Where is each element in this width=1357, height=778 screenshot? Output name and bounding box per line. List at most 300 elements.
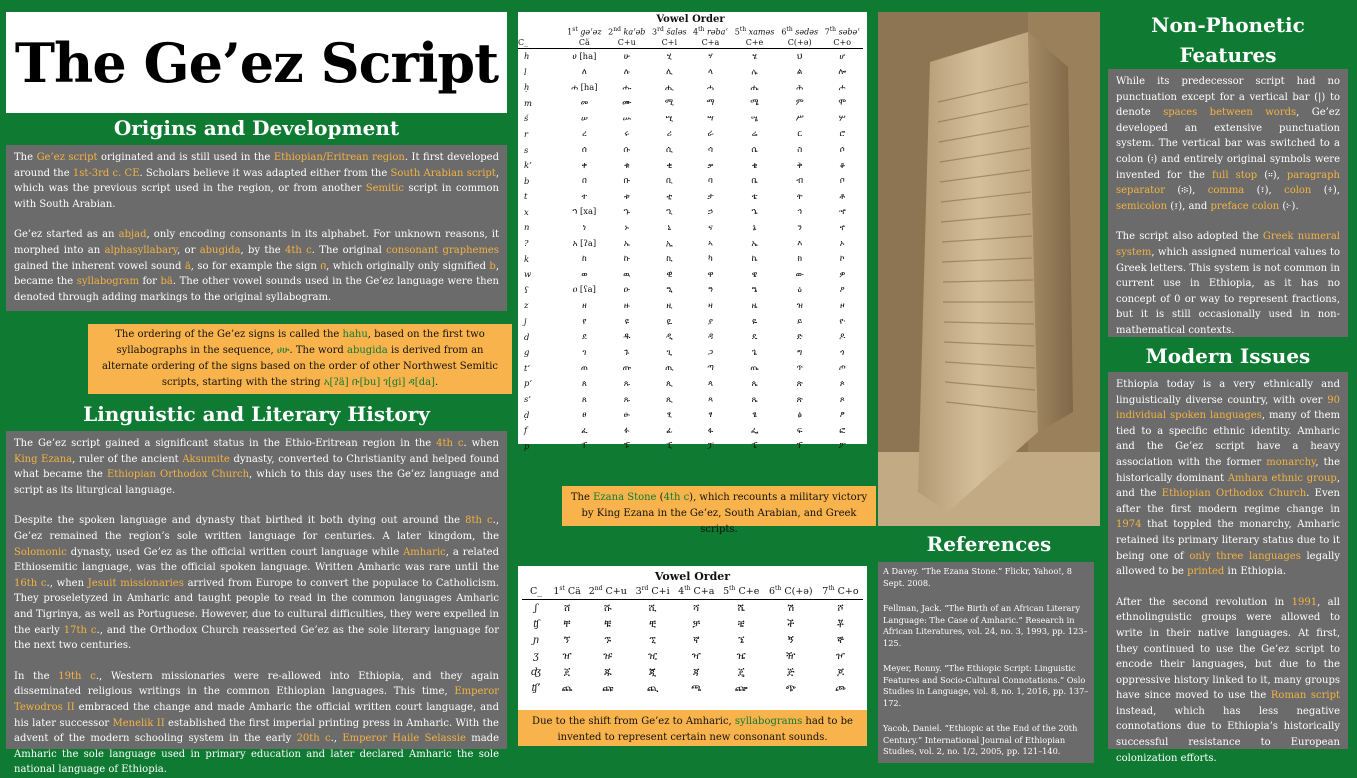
table-row (518, 126, 863, 142)
syllable-cell: ዪ (666, 315, 673, 326)
syllable-cell: ጥ (796, 362, 803, 373)
header-cell: 1st Cä (550, 583, 584, 600)
table-row (518, 235, 863, 251)
syllable-cell: ቱ (623, 190, 630, 201)
header-cell: 5th xaməs (734, 26, 775, 37)
text-run: dynasty, used Ge’ez as the official written court language while (66, 546, 404, 558)
syllable-cell: ዖ (839, 284, 845, 295)
syllable-cell: ጦ (838, 362, 846, 373)
consonant-cell: ʃ (534, 602, 538, 614)
syllable-cell: ት (796, 190, 803, 201)
text-run: Due to the shift from Ge’ez to Amharic, (532, 716, 735, 727)
header-cell: 4th C+a (674, 583, 719, 600)
syllable-cell: ቹ (604, 618, 612, 630)
reference-item: Meyer, Ronny. “The Ethiopic Script: Linguistic Features and Socio-Cultural Connotations.” Oslo Studies in Language, vol. 8, no. 1, 2016, pp. 137–172. (883, 663, 1089, 708)
highlight-term: 8th c (465, 515, 493, 527)
syllable-cell: ዦ (835, 650, 845, 662)
syllable-cell: ዢ (648, 650, 658, 662)
highlight-term: Emperor Haile Selassie (342, 733, 466, 745)
highlight-term: bä (160, 276, 173, 288)
text-run: script in common with South Arabian. (14, 183, 499, 210)
highlight-term: 1991 (1291, 596, 1318, 608)
syllable-cell: ኄ (751, 206, 758, 217)
syllable-cell: ኬ (751, 253, 758, 264)
header-cell: C+i (649, 38, 690, 49)
syllable-cell: ሉ (623, 66, 630, 77)
header-cell: C+e (731, 38, 778, 49)
consonant-cell: ʕ (524, 284, 529, 295)
text-run: embraced the change and made Amharic the official written court language, and his later successor (14, 701, 499, 729)
text-run: The script also adopted the (1116, 231, 1263, 243)
syllable-cell: ኘ (563, 634, 571, 646)
table-row (518, 438, 863, 454)
syllable-cell: ጅ (787, 666, 795, 678)
syllable-cell: ም (795, 97, 804, 108)
text-run: in Ethiopia. (1224, 566, 1287, 578)
text-run: The Ge’ez script gained a significant status in the Ethio-Eritrean region in the (14, 438, 437, 449)
text-run: made Amharic the sole language used in primary education and later declared Amharic the sole national language of Ethiopia. (14, 733, 499, 776)
syllable-cell: ሶ (839, 144, 845, 155)
syllable-cell: ጺ (666, 393, 673, 404)
syllable-cell: ር (797, 128, 803, 139)
highlight-term: consonant graphemes (386, 244, 499, 256)
ordinal-suffix: th (786, 26, 793, 33)
syllable-cell: ፋ (707, 424, 714, 435)
highlight-term: alphasyllabary (104, 244, 178, 256)
syllable-cell: ሞ (838, 97, 847, 108)
text-run: ), which recounts a military victory by King Ezana in the Ge’ez, South Arabian, and Greek scripts. (581, 492, 868, 535)
syllable-cell: ቡ (623, 175, 631, 186)
title-box (6, 12, 507, 113)
header-name: xaməs (748, 27, 775, 37)
text-run: , became the (14, 260, 499, 288)
syllable-cell: ፍ (796, 424, 803, 435)
syllable-cell: ሊ (666, 66, 673, 77)
syllable-cell: ሪ (666, 128, 672, 139)
syllable-cell: ዥ (786, 650, 796, 662)
syllable-cell: ጹ (623, 393, 630, 404)
text-run: . when (463, 438, 499, 449)
syllable-cell: ሖ (838, 81, 846, 92)
syllable-cell: ዋ (707, 268, 714, 279)
text-run: ., Ge’ez remained the region’s sole written language for centuries. A later kingdom, the (14, 515, 500, 542)
highlight-term: 20th c (296, 733, 331, 745)
header-name: sədəs (795, 27, 819, 37)
syllable-cell: ጲ (666, 377, 673, 388)
text-run: (።), (1257, 169, 1287, 181)
syllable-cell: ኂ (666, 206, 673, 217)
ordinal-suffix: th (829, 26, 837, 33)
header-cell: 5th C+e (719, 583, 764, 600)
vowel-table-panel (518, 12, 867, 451)
header-cell: 4th rəbaʿ (693, 26, 728, 37)
syllable-cell: ጨ (561, 682, 573, 694)
consonant-cell: s (524, 144, 529, 155)
syllable-cell: ጪ (646, 682, 659, 694)
text-run: . Scholars believe it was adapted either from the (139, 167, 391, 179)
text-run: , which was the previous script used in the region, or from another (14, 167, 500, 195)
syllable-cell: ኜ (737, 634, 745, 646)
header-name: səbəʿ (838, 27, 860, 37)
highlight-term: abugida (199, 244, 241, 256)
syllable-cell: ጃ (692, 666, 700, 678)
table-row (522, 648, 863, 664)
references-heading-wrap (878, 532, 1100, 556)
nonphonetic-panel (1108, 69, 1348, 337)
syllable-cell: ቂ (666, 159, 673, 170)
highlight-term: spaces between words (1163, 107, 1297, 119)
consonant-cell: k (524, 253, 530, 264)
highlight-term: በ (320, 260, 327, 272)
highlight-term: monarchy (1266, 456, 1316, 468)
hahu-note (88, 324, 512, 394)
syllable-cell: ሓ (707, 81, 714, 92)
syllable-cell: ዙ (623, 299, 630, 310)
syllable-cell: ሰ (581, 144, 587, 155)
syllable-cell: ሲ (665, 144, 673, 155)
syllable-cell: ጩ (602, 682, 614, 694)
highlight-term: syllabograms (734, 716, 803, 727)
syllable-cell: ሹ (603, 602, 612, 614)
text-run: is derived from an alternate ordering of the signs based on the order of other Northwest Semitic scripts, starting with the string (101, 345, 499, 388)
highlight-term: Amhara ethnic group (1227, 472, 1337, 484)
syllable-cell: ሁ (623, 50, 630, 61)
syllable-cell: ሜ (750, 97, 759, 108)
text-run: , and the (1116, 472, 1340, 500)
syllable-cell: ረ (582, 128, 587, 139)
syllable-cell: ፈ (581, 424, 588, 435)
consonant-cell: m (524, 97, 532, 108)
syllable-cell: ዤ (736, 650, 746, 662)
text-run: (፥), (1311, 185, 1340, 197)
syllable-cell: ዱ (623, 331, 631, 342)
ordinal-suffix: th (729, 584, 736, 592)
ordinal-suffix: th (698, 26, 705, 33)
stone-caption (562, 486, 876, 535)
syllable-cell: ጀ (563, 666, 571, 678)
consonant-cell: ś (524, 113, 529, 124)
syllable-cell: ሴ (751, 144, 758, 155)
references-heading: References (926, 532, 1052, 556)
consonant-cell: ? (524, 238, 529, 249)
syllable-cell: ፔ (751, 440, 758, 451)
highlight-term: Ge’ez script (36, 152, 98, 163)
header-cell: 3rd C+i (631, 583, 673, 600)
syllable-cell: ኖ (839, 221, 845, 232)
syllable-cell: አ [ʔa] (572, 237, 597, 248)
nonphonetic-heading-line-1: Non-Phonetic (1151, 13, 1305, 37)
table-row (518, 313, 863, 329)
table-row (518, 282, 863, 298)
syllable-cell: ሆ (839, 50, 846, 61)
syllable-cell: ያ (707, 315, 713, 326)
syllable-cell: ጬ (734, 682, 748, 694)
syllable-cell: ሡ (622, 112, 632, 123)
origins-heading-wrap (6, 116, 507, 140)
syllable-cell: ጆ (836, 666, 845, 678)
syllable-cell: ኑ (624, 221, 629, 232)
syllable-cell: ቸ (563, 618, 571, 630)
text-run: for (138, 276, 161, 288)
highlight-term: Greek numeral system (1116, 231, 1340, 258)
syllable-cell: ና (708, 221, 713, 232)
highlight-term: ሀሁ (276, 345, 290, 356)
origins-paragraph-2 (14, 227, 499, 305)
highlight-term: semicolon (1116, 200, 1168, 212)
table-row (522, 616, 863, 632)
consonant-cell: r (524, 128, 529, 139)
syllable-cell: ዛ (708, 299, 713, 310)
text-run: established the first imperial printing press in Amharic. With the advent of the modern schooling system in the early (14, 717, 499, 745)
linguistic-paragraph-2 (14, 513, 499, 653)
syllable-cell: ዲ (666, 331, 673, 342)
syllable-cell: ቃ (707, 159, 714, 170)
table-row (522, 680, 863, 696)
highlight-term: Ethiopian/Eritrean region (273, 152, 405, 163)
vowel-table-title: Vowel Order (656, 14, 725, 25)
table-row (518, 391, 863, 407)
syllable-cell: ሂ (666, 50, 672, 61)
syllable-cell: ፅ (797, 409, 802, 420)
text-run: ., Western missionaries were re-allowed into Ethiopia, and they again disseminated religious writings in the common Ethiopian languages. This time, (14, 670, 500, 698)
highlight-term: abugida (347, 345, 388, 356)
header-cell: C(+ə) (778, 38, 821, 49)
table-header-row (522, 583, 863, 600)
table-row (518, 251, 863, 267)
syllable-cell: ጳ (707, 377, 713, 388)
syllable-cell: ድ (796, 331, 803, 342)
syllable-cell: ሠ (580, 112, 588, 123)
syllable-cell: ጵ (796, 377, 803, 388)
table-row (518, 376, 863, 392)
syllable-cell: ሑ (622, 81, 632, 92)
syllable-cell: ዎ (839, 268, 846, 279)
syllable-cell: ተ (581, 190, 588, 201)
modern-paragraph-1 (1116, 377, 1340, 580)
syllable-cell: ሒ (665, 81, 674, 92)
consonant-cell: j (524, 316, 527, 327)
nonphonetic-paragraph-2 (1116, 229, 1340, 338)
syllable-cell: ጼ (751, 393, 758, 404)
syllable-cell: ዒ (666, 284, 673, 295)
syllable-cell: ጸ (581, 393, 587, 404)
syllable-cell: ዩ (624, 315, 629, 326)
header-cell: 6th C(+ə) (764, 583, 818, 600)
syllable-cell: ቁ (623, 159, 630, 170)
syllable-cell: ዴ (751, 331, 758, 342)
table-row (518, 142, 863, 158)
syllable-cell: ዓ (707, 284, 713, 295)
ordinal-suffix: nd (594, 584, 603, 592)
consonant-cell: ʧ’ (531, 682, 541, 694)
syllable-cell: ዜ (751, 299, 758, 310)
syllable-cell: ጤ (750, 362, 759, 373)
syllable-cell: ጱ (623, 377, 630, 388)
page-title: The Ge’ez Script (14, 30, 499, 95)
syllable-cell: ሐ [ha] (571, 81, 598, 92)
highlight-term: 1st-3rd c. CE (72, 167, 140, 179)
syllable-cell: ዕ (797, 284, 802, 295)
text-run: The (570, 492, 594, 503)
table-row (522, 600, 863, 617)
text-run: gained the inherent vowel sound (14, 260, 185, 272)
syllable-cell: ፃ (708, 409, 713, 420)
consonant-cell: x (524, 206, 529, 217)
syllable-cell: ፁ (623, 409, 630, 420)
vowel-table-2 (522, 583, 863, 696)
syllable-cell: ሃ (708, 50, 713, 61)
table-header-row (518, 25, 863, 38)
table-row (518, 266, 863, 282)
syllable-cell: ዊ (666, 268, 673, 279)
ordinal-suffix: th (684, 584, 691, 592)
syllable-cell: ጰ (581, 377, 587, 388)
text-run: . The word (289, 345, 347, 356)
header-name: šaləs (666, 27, 687, 37)
origins-panel (6, 145, 507, 311)
origins-heading: Origins and Development (113, 116, 400, 140)
syllable-cell: ጎ (840, 346, 845, 357)
text-run: , which assigned numerical values to Greek letters. This system is not common in current use in Ethiopia, as it has no concept of 0 or way to represent fractions, but it is still occasionally used in non-mathematical contexts. (1116, 246, 1340, 336)
syllable-cell: ፑ (623, 440, 630, 451)
syllable-cell: ታ (707, 190, 714, 201)
highlight-term: King Ezana (14, 453, 73, 465)
syllable-cell: ይ (797, 315, 803, 326)
ordinal-suffix: rd (641, 584, 649, 592)
table-row (518, 64, 863, 80)
table-row (518, 157, 863, 173)
syllable-cell: ሀ [ha] (572, 50, 597, 61)
header-cell: 1st gəʿəz (567, 26, 602, 37)
syllable-cell: ዝ (796, 299, 803, 310)
syllable-cell: ዡ (603, 650, 613, 662)
table-row (518, 111, 863, 127)
syllable-cell: ኛ (693, 634, 700, 646)
highlight-term: 90 individual spoken languages (1116, 394, 1340, 422)
syllable-cell: ለ (581, 66, 587, 77)
text-run: legally allowed to be (1116, 550, 1340, 578)
syllable-cell: ኢ (665, 237, 673, 248)
syllable-cell: ፆ (839, 409, 845, 420)
text-run: , so for example the sign (190, 260, 321, 272)
text-run: . The original (311, 244, 387, 256)
text-run: After the second revolution in (1116, 596, 1292, 608)
modern-paragraph-2 (1116, 595, 1340, 767)
syllable-cell: ራ (707, 128, 714, 139)
nonphonetic-paragraph-1 (1116, 74, 1340, 214)
syllable-cell: ሤ (750, 112, 759, 123)
syllable-cell: ኃ (707, 206, 713, 217)
syllable-cell: ነ (582, 221, 587, 232)
syllable-cell: ጭ (785, 682, 796, 694)
text-run: (፦). (1279, 200, 1299, 212)
header-cell: 7th C+o (818, 583, 863, 600)
syllable-cell: ዣ (691, 650, 701, 662)
syllable-cell: ሙ (622, 97, 632, 108)
syllable-cell: ጠ (580, 362, 588, 373)
header-cell: C+o (821, 38, 863, 49)
syllable-cell: ክ (797, 253, 802, 264)
syllable-cell: ሢ (665, 112, 674, 123)
syllable-cell: ዘ (582, 299, 587, 310)
syllable-cell: ቺ (649, 618, 656, 630)
highlight-term: b (489, 260, 496, 272)
syllable-cell: ፄ (752, 409, 757, 420)
text-run: The ordering of the Ge’ez signs is called the (115, 329, 343, 340)
syllable-cell: ዔ (751, 284, 758, 295)
syllable-cell: ኪ (666, 253, 673, 264)
text-run: In the (14, 670, 59, 682)
table-row (518, 298, 863, 314)
syllable-cell: ስ (797, 144, 803, 155)
linguistic-heading: Linguistic and Literary History (83, 402, 430, 426)
syllable-cell: ቢ (666, 175, 673, 186)
syllable-cell: ኝ (787, 634, 794, 646)
syllable-cell: ጁ (604, 666, 612, 678)
header-cell (518, 25, 564, 38)
ordinal-suffix: st (572, 26, 578, 33)
syllable-cell: ኮ (839, 253, 845, 264)
syllable-cell: ሻ (693, 602, 700, 614)
syllable-cell: ጢ (665, 362, 674, 373)
table-row (518, 79, 863, 95)
highlight-term: 19th c (58, 670, 96, 682)
text-run: , the historically dominant (1116, 456, 1340, 484)
text-run: that toppled the monarchy, Amharic retained its primary literary status due to it being one of (1116, 519, 1340, 562)
syllable-cell: ሣ (707, 112, 714, 123)
consonant-cell: s’ (524, 394, 531, 405)
syllable-cell: ሼ (737, 602, 745, 614)
highlight-term: colon (1284, 185, 1312, 197)
syllable-cell: ች (787, 618, 795, 630)
text-run: , all ethnolinguistic groups were allowed to write in their native languages. At first, they continued to use the Ge’ez script to encode their languages, but due to the oppressive history linked to it, many groups have since moved to use the (1116, 596, 1341, 702)
consonant-cell: h (524, 51, 530, 62)
corner-cell: C_ (518, 38, 564, 49)
highlight-term: comma (1207, 185, 1245, 197)
text-run: , by the (240, 244, 286, 256)
consonant-cell: t (524, 191, 528, 202)
vowel-table-2-panel (518, 566, 867, 710)
syllable-cell: ህ (797, 50, 803, 61)
syllable-cell: ጣ (707, 362, 714, 373)
syllable-cell: ዑ (623, 284, 630, 295)
text-run: Despite the spoken language and dynasty that birthed it both dying out around the (14, 515, 466, 527)
syllable-cell: ቲ (666, 190, 673, 201)
corner-cell: C_ (522, 583, 550, 600)
header-name: rəbaʿ (706, 27, 728, 37)
table-row (518, 360, 863, 376)
syllable-cell: ኚ (649, 634, 656, 646)
highlight-term: preface colon (1210, 200, 1280, 212)
syllable-cell: ግ (797, 346, 803, 357)
text-run: While its predecessor script had no punctuation except for a vertical bar (|) to denote (1116, 76, 1340, 119)
table-row (518, 220, 863, 236)
highlight-term: full stop (1212, 169, 1258, 181)
syllable-cell: ኦ (839, 237, 845, 248)
highlight-term: South Arabian script (390, 167, 496, 179)
reference-item: Fellman, Jack. “The Birth of an African Literary Language: The Case of Amharic.” Research in African Literatures, vol. 24, no. 3, 1993, pp. 123–125. (883, 603, 1088, 648)
highlight-term: 1974 (1116, 519, 1142, 531)
syllable-cell: ሩ (624, 128, 630, 139)
syllable-cell: ጉ (624, 346, 630, 357)
highlight-term: Amharic (403, 546, 446, 558)
text-run: , many of them tied to a specific ethnic identity. Amharic and the Ge’ez script have a heavy association with the former (1116, 410, 1340, 468)
text-run: , only encoding consonants in its alphabet. For unknown reasons, it morphed into an (14, 229, 500, 256)
text-run: , Ge’ez developed an extensive punctuation system. The vertical bar was switched to a colon (፡) and entirely original symbols were invented for the (1116, 107, 1340, 181)
header-name: kaʿəb (623, 27, 646, 37)
syllable-cell: ኙ (604, 634, 612, 646)
syllable-cell: ጄ (737, 666, 745, 678)
